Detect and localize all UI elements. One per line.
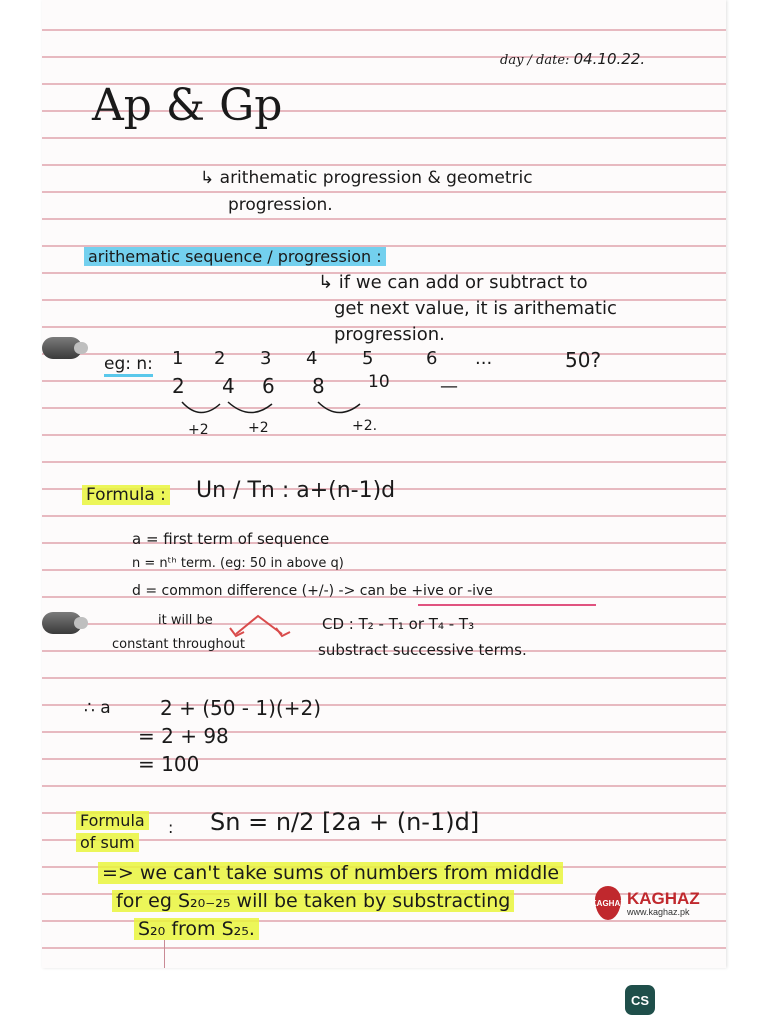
diff-label: +2. (352, 418, 378, 434)
kaghaz-logo (590, 886, 700, 920)
n-value: 2 (214, 348, 226, 369)
section-heading (84, 247, 386, 266)
section-desc-1: ↳ if we can add or subtract to (318, 272, 588, 293)
brand-url: www.kaghaz.pk (627, 906, 690, 917)
calc-label: ∴ a (84, 698, 111, 718)
note-left-2: constant throughout (112, 637, 246, 652)
red-arrows (226, 610, 296, 640)
date-row (500, 50, 645, 68)
camscanner-badge: CS (625, 985, 655, 1015)
example-label (104, 354, 153, 374)
arrow-curve-1 (182, 402, 220, 413)
definition-a: a = first term of sequence (132, 530, 330, 548)
formula-expression: Un / Tn : a+(n-1)d (196, 478, 396, 503)
diff-label: +2 (188, 422, 209, 438)
n-value: ... (475, 348, 493, 369)
note-line-1-text: => we can't take sums of numbers from middle (98, 862, 563, 884)
margin-line (164, 940, 165, 968)
definition-d (132, 583, 493, 599)
binder-ring-2 (42, 612, 82, 634)
n-value: 1 (172, 348, 184, 369)
section-desc-2: get next value, it is arithematic (334, 298, 617, 319)
formula-label (82, 485, 170, 505)
section-heading-text: arithematic sequence / progression : (84, 247, 386, 266)
brand-name: KAGHAZ (627, 888, 700, 908)
note-line-3-text: S₂₀ from S₂₅. (134, 918, 259, 940)
term-value: 2 (172, 374, 185, 398)
n-value: 50? (565, 348, 602, 372)
n-value: 3 (260, 348, 272, 369)
arrow-curve-2 (228, 402, 272, 413)
term-value: — (440, 376, 458, 397)
note-right-2: substract successive terms. (318, 641, 527, 659)
term-value: 8 (312, 374, 325, 398)
definition-d-text: d = common difference (+/-) -> can be +ive or -ive (132, 583, 493, 599)
page-title: Ap & Gp (92, 80, 283, 131)
date-value: 04.10.22. (573, 50, 646, 68)
n-value: 5 (362, 348, 374, 369)
note-left-1: it will be (158, 613, 213, 628)
n-value: 4 (306, 348, 318, 369)
definition-n: n = nᵗʰ term. (eg: 50 in above q) (132, 556, 344, 571)
sum-formula-expression: Sn = n/2 [2a + (n-1)d] (210, 808, 480, 836)
note-right-1: CD : T₂ - T₁ or T₄ - T₃ (322, 615, 475, 633)
pink-underline (418, 604, 596, 606)
calc-line-2: = 2 + 98 (138, 724, 229, 748)
formula-label-text: Formula : (82, 485, 170, 505)
diff-label: +2 (248, 420, 269, 436)
sum-label-line-1: Formula (76, 811, 149, 830)
sum-label-line-2: of sum (76, 833, 139, 852)
red-arrow-path (236, 616, 282, 634)
term-value: 4 (222, 374, 235, 398)
calc-line-1: 2 + (50 - 1)(+2) (160, 696, 321, 720)
term-value: 6 (262, 374, 275, 398)
note-line-3 (134, 918, 259, 940)
arrow-curve-3 (318, 402, 360, 413)
sum-formula-label (76, 810, 149, 854)
term-value: 10 (368, 372, 390, 392)
kaghaz-badge-icon: KAGHAZ (595, 886, 621, 920)
section-desc-3: progression. (334, 324, 445, 345)
colon: : (168, 818, 174, 837)
intro-line-2: progression. (228, 195, 333, 215)
calc-line-3: = 100 (138, 752, 200, 776)
note-line-1 (98, 862, 563, 884)
binder-ring-1 (42, 337, 82, 359)
note-line-2 (112, 890, 514, 912)
n-value: 6 (426, 348, 438, 369)
example-label-text: eg: n: (104, 354, 153, 377)
note-line-2-text: for eg S₂₀₋₂₅ will be taken by substracting (112, 890, 514, 912)
date-label: day / date: (500, 53, 570, 68)
red-arrow-right-head (276, 628, 290, 636)
intro-line-1: ↳ arithematic progression & geometric (200, 168, 533, 188)
